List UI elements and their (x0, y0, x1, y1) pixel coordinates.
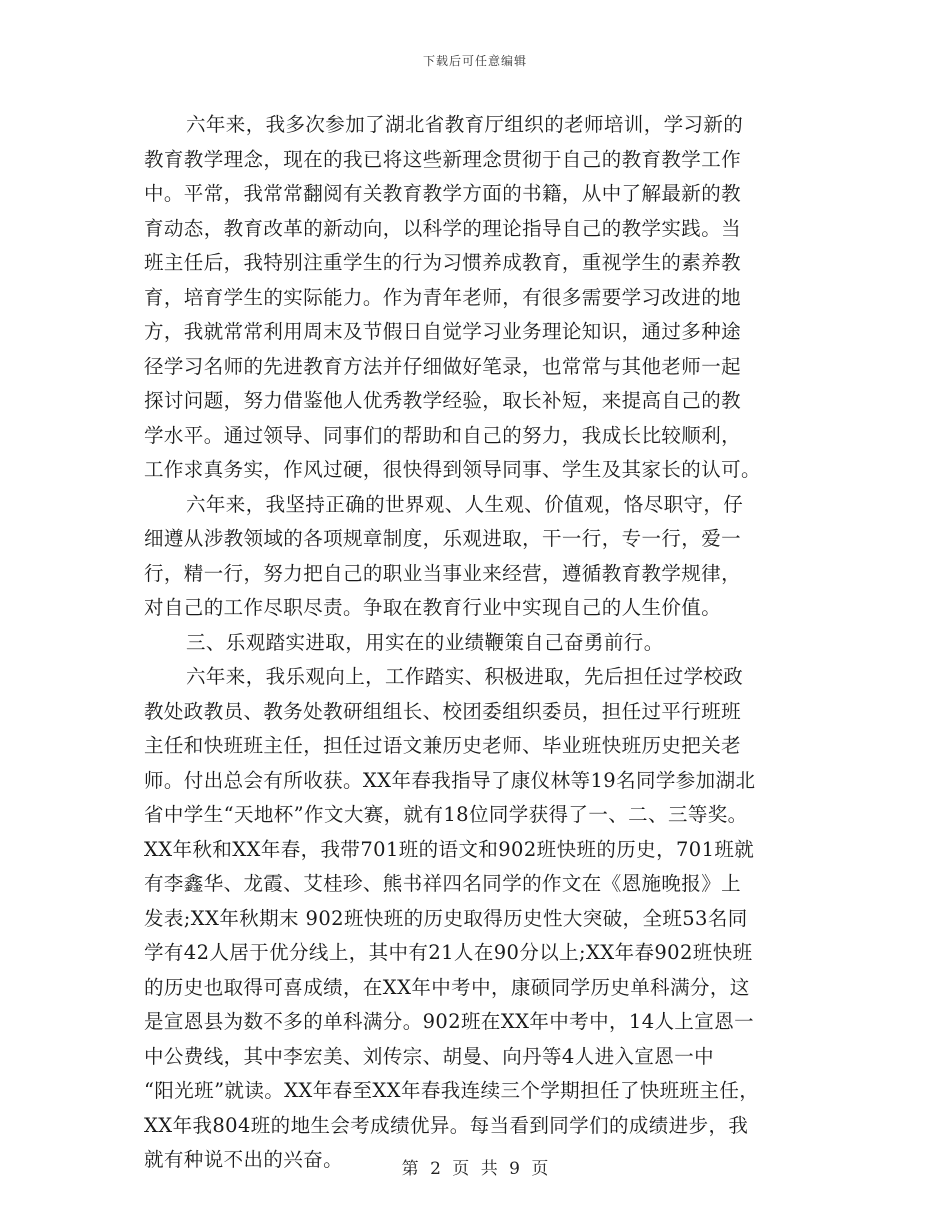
text-line: 发表;XX年秋期末 902班快班的历史取得历史性大突破，全班53名同 (144, 906, 748, 930)
text-line: 教处政教员、教务处教研组组长、校团委组织委员，担任过平行班班 (144, 699, 742, 723)
text-line: 育动态，教育改革的新动向，以科学的理论指导自己的教学实践。当 (144, 216, 742, 240)
text-line: 就有种说不出的兴奋。 (144, 1148, 344, 1171)
text-line: 有李鑫华、龙霞、艾桂珍、熊书祥四名同学的作文在《恩施晚报》上 (144, 872, 742, 895)
text-line: 六年来，我多次参加了湖北省教育厅组织的老师培训，学习新的 (186, 113, 744, 136)
text-line: 中。平常，我常常翻阅有关教育教学方面的书籍，从中了解最新的教 (144, 182, 742, 205)
section-heading (144, 626, 824, 661)
text-line: 学水平。通过领导、同事们的帮助和自己的努力，我成长比较顺利， (144, 423, 742, 447)
text-line: 是宣恩县为数不多的单科满分。902班在XX年中考中，14人上宣恩一 (144, 1010, 754, 1033)
text-line: 方，我就常常利用周末及节假日自觉学习业务理论知识，通过多种途 (144, 320, 742, 343)
text-line: 省中学生“天地杯”作文大赛，就有18位同学获得了一、二、三等奖。 (144, 803, 748, 826)
document-body (144, 108, 824, 1178)
text-line: 六年来，我坚持正确的世界观、人生观、价值观，恪尽职守，仔 (186, 492, 744, 516)
paragraph (144, 108, 824, 488)
text-line: 六年来，我乐观向上，工作踏实、积极进取，先后担任过学校政 (186, 665, 744, 688)
text-line: 对自己的工作尽职尽责。争取在教育行业中实现自己的人生价值。 (144, 596, 722, 619)
text-line: 主任和快班班主任，担任过语文兼历史老师、毕业班快班历史把关老 (144, 734, 742, 757)
page-header: 下载后可任意编辑 (422, 54, 527, 68)
paragraph (144, 660, 824, 1178)
text-line: 工作求真务实，作风过硬，很快得到领导同事、学生及其家长的认可。 (144, 458, 761, 481)
text-line: 三、乐观踏实进取，用实在的业绩鞭策自己奋勇前行。 (186, 630, 664, 654)
text-line: 教育教学理念，现在的我已将这些新理念贯彻于自己的教育教学工作 (144, 147, 742, 171)
text-line: 育，培育学生的实际能力。作为青年老师，有很多需要学习改进的地 (144, 285, 742, 309)
paragraph (144, 488, 824, 626)
text-line: 探讨问题，努力借鉴他人优秀教学经验，取长补短，来提高自己的教 (144, 389, 742, 412)
text-line: 的历史也取得可喜成绩，在XX年中考中，康硕同学历史单科满分，这 (144, 975, 750, 999)
text-line: 中公费线，其中李宏美、刘传宗、胡曼、向丹等4人进入宣恩一中 (144, 1044, 715, 1068)
page-number: 第 2 页 共 9 页 (401, 1159, 549, 1179)
text-line: 师。付出总会有所收获。XX年春我指导了康仪林等19名同学参加湖北 (144, 768, 756, 792)
text-line: 径学习名师的先进教育方法并仔细做好笔录，也常常与其他老师一起 (144, 354, 742, 378)
text-line: 行，精一行，努力把自己的职业当事业来经营，遵循教育教学规律， (144, 561, 742, 585)
text-line: XX年秋和XX年春，我带701班的语文和902班快班的历史，701班就 (144, 837, 755, 861)
text-line: “阳光班”就读。XX年春至XX年春我连续三个学期担任了快班班主任， (144, 1079, 760, 1102)
text-line: XX年我804班的地生会考成绩优异。每当看到同学们的成绩进步，我 (144, 1113, 749, 1137)
text-line: 细遵从涉教领域的各项规章制度，乐观进取，干一行，专一行，爱一 (144, 527, 742, 550)
text-line: 学有42人居于优分线上，其中有21人在90分以上;XX年春902班快班 (144, 941, 753, 964)
text-line: 班主任后，我特别注重学生的行为习惯养成教育，重视学生的素养教 (144, 251, 742, 274)
